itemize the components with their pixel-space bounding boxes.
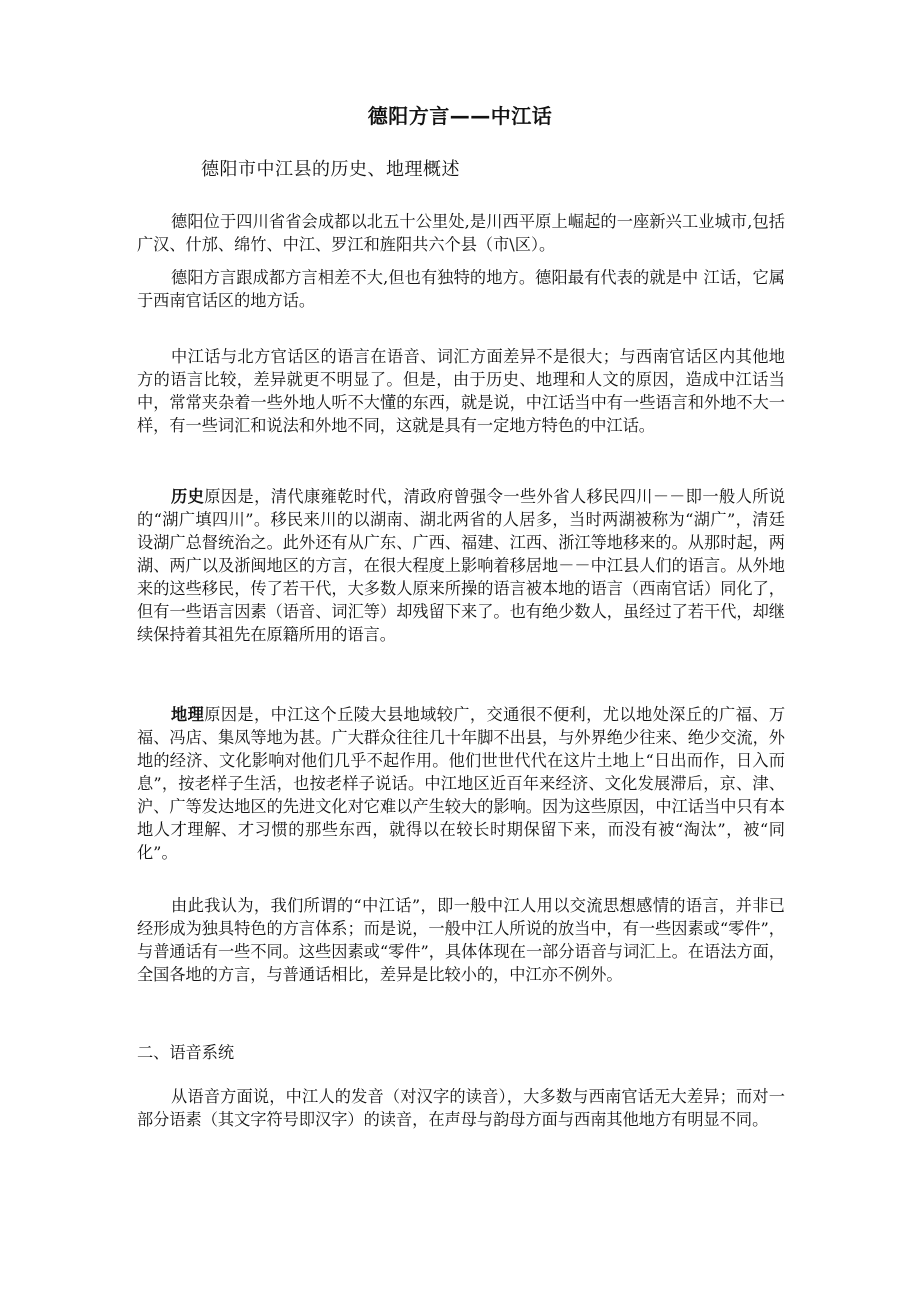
history-keyword: 历史 [171, 487, 205, 506]
paragraph-conclusion: 由此我认为，我们所谓的“中江话”，即一般中江人用以交流思想感情的语言，并非已经形成为独具特色的方言体系；而是说，一般中江人所说的放当中，有一些因素或“零件”，与普通话有一些不同。这些因素或“零件”，具体体现在一部分语音与词汇上。在语法方面，全国各地的方言，与普通话相比，差异是比较小的，中江亦不例外。 [137, 896, 785, 984]
paragraph-dialect: 德阳方言跟成都方言相差不大,但也有独特的地方。德阳最有代表的就是中 江话，它属于西南官话区的地方话。 [137, 268, 785, 310]
document-title: 德阳方言——中江话 [367, 104, 553, 128]
paragraph-intro: 德阳位于四川省省会成都以北五十公里处,是川西平原上崛起的一座新兴工业城市,包括广汉、什邡、绵竹、中江、罗江和旌阳共六个县（市\区）。 [137, 212, 785, 254]
paragraph-history [137, 485, 785, 646]
section-heading-phonetics: 二、语音系统 [137, 1043, 235, 1062]
history-text: 原因是，清代康雍乾时代，清政府曾强令一些外省人移民四川－－即一般人所说的“湖广填四川”。移民来川的以湖南、湖北两省的人居多，当时两湖被称为“湖广”，清廷设湖广总督统治之。此外还有从广东、广西、福建、江西、浙江等地移来的。从那时起，两湖、两广以及浙闽地区的方言，在很大程度上影响着移居地－－中江县人们的语言。从外地来的这些移民，传了若干代，大多数人原来所操的语言被本地的语言（西南官话）同化了，但有一些语言因素（语音、词汇等）却残留下来了。也有绝少数人，虽经过了若干代，却继续保持着其祖先在原籍所用的语言。 [137, 487, 786, 644]
paragraph-phonetics: 从语音方面说，中江人的发音（对汉字的读音），大多数与西南官话无大差异；而对一部分语素（其文字符号即汉字）的读音，在声母与韵母方面与西南其他地方有明显不同。 [137, 1087, 785, 1129]
paragraph-overview: 中江话与北方官话区的语言在语音、词汇方面差异不是很大；与西南官话区内其他地方的语言比较，差异就更不明显了。但是，由于历史、地理和人文的原因，造成中江话当中，常常夹杂着一些外地人听不大懂的东西，就是说，中江话当中有一些语言和外地不大一样，有一些词汇和说法和外地不同，这就是具有一定地方特色的中江话。 [137, 347, 785, 435]
section-subtitle: 德阳市中江县的历史、地理概述 [201, 159, 460, 180]
paragraph-geography [137, 703, 785, 864]
geography-text: 原因是，中江这个丘陵大县地域较广，交通很不便利，尤以地处深丘的广福、万福、冯店、集凤等地为甚。广大群众往往几十年脚不出县，与外界绝少往来、绝少交流，外地的经济、文化影响对他们几乎不起作用。他们世世代代在这片土地上“日出而作，日入而息”，按老样子生活，也按老样子说话。中江地区近百年来经济、文化发展滞后，京、津、沪、广等发达地区的先进文化对它难以产生较大的影响。因为这些原因，中江话当中只有本地人才理解、才习惯的那些东西，就得以在较长时期保留下来，而没有被“淘汰”，被“同化”。 [137, 705, 786, 862]
geography-keyword: 地理 [171, 705, 205, 724]
